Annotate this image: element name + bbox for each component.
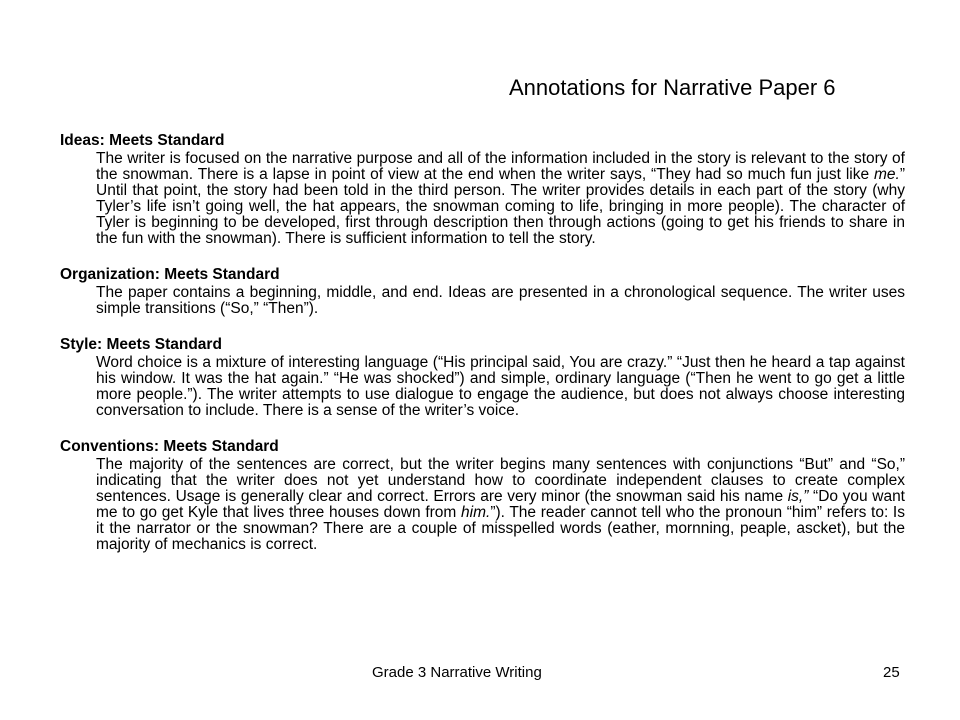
section-paragraph-conventions (96, 457, 905, 553)
text-run: The writer is focused on the narrative purpose and all of the information included in the story is relevant to the story of the snowman. There is a lapse in point of view at the end when the writer says, “They had so much fun just like (96, 150, 905, 183)
section-spacer (60, 419, 905, 437)
annotation-body (60, 131, 905, 553)
section-style (60, 335, 905, 419)
section-paragraph-ideas (96, 151, 905, 247)
section-paragraph-style (96, 355, 905, 419)
text-run: The majority of the sentences are correct, but the writer begins many sentences with conjunctions “But” and “So,” indicating that the writer does not yet understand how to coordinate independent clauses to create complex sentences. Usage is generally clear and correct. Errors are very minor (the snowman said his name (96, 456, 905, 505)
section-heading-style: Style: Meets Standard (60, 336, 222, 353)
section-heading-conventions: Conventions: Meets Standard (60, 438, 279, 455)
text-run: ”). The reader cannot tell who the pronoun “him” refers to: Is it the narrator or the snowman? There are a couple of misspelled words (eather, mornning, peaple, ascket), but the majority of mechanics is correct. (96, 504, 905, 553)
section-paragraph-organization (96, 285, 905, 317)
section-heading-organization: Organization: Meets Standard (60, 266, 280, 283)
page-title: Annotations for Narrative Paper 6 (509, 75, 836, 100)
section-organization (60, 265, 905, 317)
italic-text-run: him. (461, 504, 491, 521)
italic-text-run: me. (873, 166, 900, 183)
section-spacer (60, 317, 905, 335)
text-run: ” Until that point, the story had been told in the third person. The writer provides details in each part of the story (why Tyler’s life isn’t going well, the hat appears, the snowman coming to life, bringing in more people). The character of Tyler is beginning to be developed, first through description then through actions (going to get his friends to share in the fun with the snowman). There is sufficient information to tell the story. (96, 166, 905, 247)
page-number: 25 (883, 664, 900, 681)
section-ideas (60, 131, 905, 247)
text-run: Word choice is a mixture of interesting language (“His principal said, You are crazy.” “Just then he heard a tap against his window. It was the hat again.” “He was shocked”) and simple, ordinary language (“Then he went to go get a little more people.”). The writer attempts to use dialogue to engage the audience, but does not always choose interesting conversation to include. There is a sense of the writer’s voice. (96, 354, 905, 419)
text-run: The paper contains a beginning, middle, and end. Ideas are presented in a chronological sequence. The writer uses simple transitions (“So,” “Then”). (96, 284, 905, 317)
section-conventions (60, 437, 905, 553)
footer-title: Grade 3 Narrative Writing (372, 664, 542, 681)
section-spacer (60, 247, 905, 265)
italic-text-run: is,” (787, 488, 809, 505)
section-heading-ideas: Ideas: Meets Standard (60, 132, 225, 149)
text-run: “Do you want me to go get Kyle that lives three houses down from (96, 488, 905, 521)
